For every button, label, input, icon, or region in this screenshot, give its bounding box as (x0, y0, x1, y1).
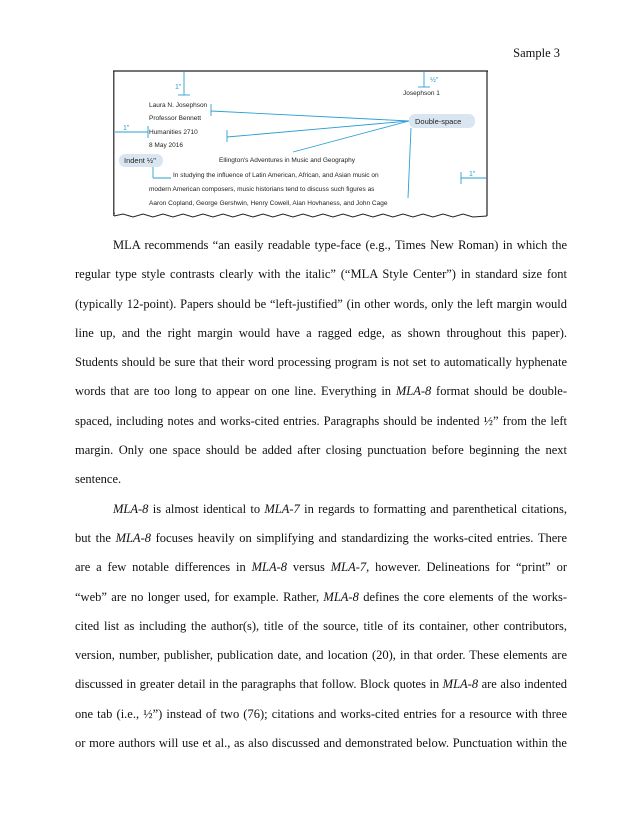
paragraph-2-line (75, 524, 567, 553)
paper-title: Ellington's Adventures in Music and Geography (219, 157, 356, 164)
header-margin-label: ½" (430, 77, 439, 84)
paragraph-2-line: or more authors will use et al., as also discussed and demonstrated below. Punctuation within the (75, 736, 567, 751)
paragraph-1-line: Students should be sure that their word processing program is not set to automatically hyphenate (75, 355, 567, 370)
student-name: Laura N. Josephson (149, 102, 208, 109)
text-run: but the (75, 530, 116, 545)
paragraph-1-line: MLA recommends “an easily readable type-face (e.g., Times New Roman) in which the (113, 238, 567, 252)
paragraph-2-line: version, number, publisher, publication date, and location (20), in that order. These elements are (75, 648, 567, 663)
course-name: Humanities 2710 (149, 129, 198, 136)
text-run-italic: MLA-8 (113, 501, 149, 516)
double-space-pointer-1 (211, 111, 409, 121)
text-run-italic: MLA-8 (115, 530, 151, 545)
double-space-pointer-4 (408, 128, 411, 198)
running-header: Josephson 1 (403, 90, 440, 97)
paragraph-2-line (75, 670, 567, 699)
caption-dot: . (113, 206, 116, 217)
top-margin-label: 1" (175, 84, 182, 91)
paragraph-1-line: regular type style contrasts clearly with the italic” (“MLA Style Center”) in standard size font (75, 267, 567, 282)
double-space-pointer-2 (227, 121, 409, 137)
paragraph-2-line: cited list as including the author(s), title of the source, title of its container, other contributors, (75, 618, 567, 633)
text-run: are a few notable differences in (75, 560, 252, 575)
text-run-italic: MLA-8 (395, 384, 432, 399)
figure-torn-bottom (114, 214, 487, 217)
text-run-italic: MLA-8 (442, 677, 479, 692)
paragraph-2-line (75, 583, 567, 612)
text-run: words that are too long to appear on one line. Everything in (75, 384, 396, 399)
paragraph-1-line: line up, and the right margin would have a ragged edge, as shown throughout this paper). (75, 325, 567, 340)
paragraph-2-line: one tab (i.e., ½”) instead of two (76); citations and works-cited entries for a resource with three (75, 706, 567, 721)
professor-name: Professor Bennett (149, 115, 202, 122)
paragraph-1-line: (typically 12-point). Papers should be “left-justified” (in other words, only the left margin would (75, 296, 567, 311)
double-space-label: Double-space (415, 117, 462, 126)
text-run: are also indented (478, 677, 567, 692)
text-run: focuses heavily on simplifying and standardizing the works-cited entries. There (150, 530, 567, 545)
text-run: defines the core elements of the works- (358, 589, 567, 604)
indent-label: Indent ½" (124, 156, 156, 165)
paragraph-1-line: spaced, including notes and works-cited entries. Paragraphs should be indented ½” from the left (75, 413, 567, 428)
text-run: discussed in greater detail in the paragraphs that follow. Block quotes in (75, 677, 443, 692)
paragraph-1-line (75, 377, 567, 406)
paper-date: 8 May 2016 (149, 142, 183, 149)
page-header: Sample 3 (513, 46, 560, 60)
paragraph-2-line (75, 553, 567, 582)
text-run-italic: MLA-8 (323, 589, 359, 604)
text-run: , however. Delineations for “print” or (366, 560, 567, 575)
mla-format-figure (113, 70, 488, 218)
paragraph-2-line (75, 495, 567, 524)
text-run: “web” are no longer used, for example. Rather, (75, 589, 324, 604)
paper-text-line-1: In studying the influence of Latin American, African, and Asian music on (173, 172, 379, 179)
body-text (75, 231, 567, 758)
left-margin-label: 1" (123, 125, 130, 132)
paragraph-1-line: sentence. (75, 472, 122, 487)
text-run: in regards to formatting and parenthetical citations, (299, 501, 567, 516)
paragraph-1-line: margin. Only one space should be added after closing punctuation before beginning the next (75, 443, 567, 458)
text-run-italic: MLA-7 (330, 560, 367, 575)
text-run: versus (287, 560, 331, 575)
right-margin-label: 1" (469, 171, 476, 178)
text-run-italic: MLA-7 (264, 501, 300, 516)
text-run: is almost identical to (148, 501, 265, 516)
text-run-italic: MLA-8 (251, 560, 288, 575)
text-run: format should be double- (431, 384, 568, 399)
paper-text-line-3: Aaron Copland, George Gershwin, Henry Cowell, Alan Hovhaness, and John Cage (149, 200, 388, 207)
paper-text-line-2: modern American composers, music historians tend to discuss such figures as (149, 186, 375, 193)
